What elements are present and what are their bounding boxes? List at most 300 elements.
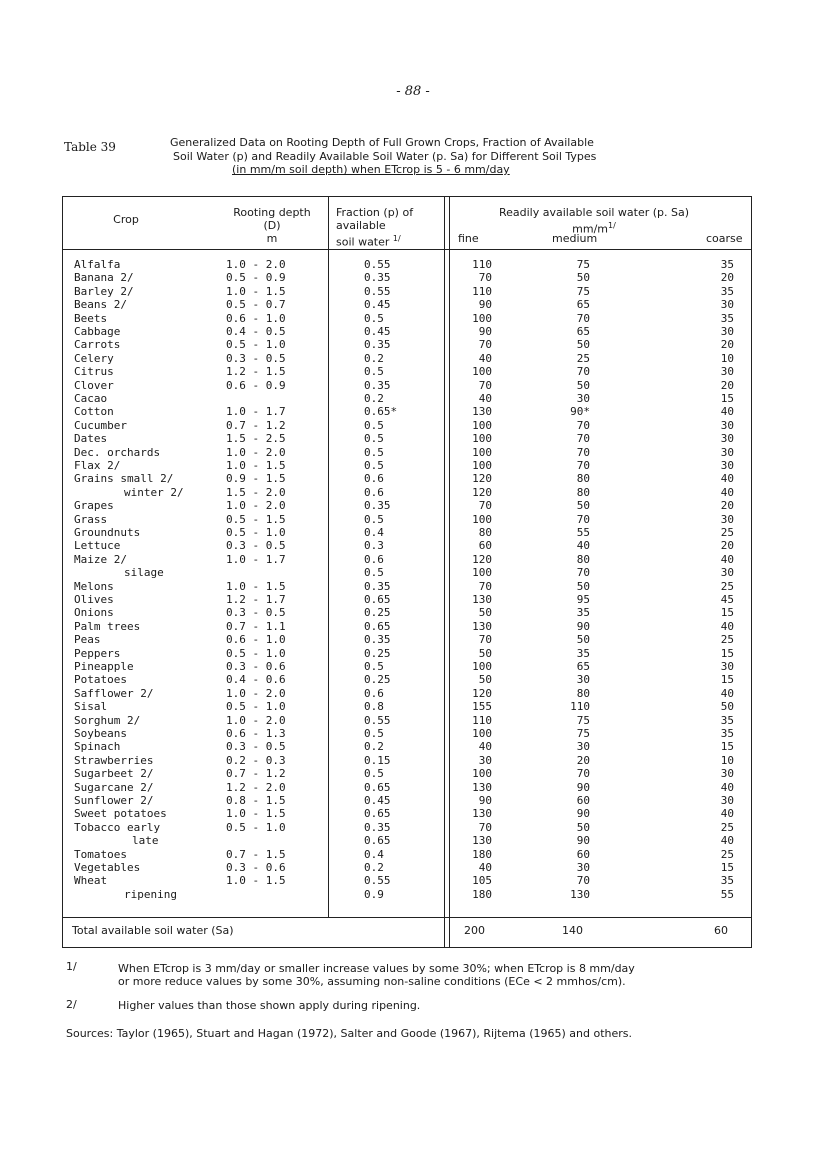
fine-cell: 70 [478, 633, 492, 647]
fraction-p-cell: 0.25 [364, 606, 391, 620]
sources-note: Sources: Taylor (1965), Stuart and Hagan (1972), Salter and Goode (1967), Rijtema (1965) and others. [66, 1027, 633, 1040]
table-row [0, 807, 826, 820]
rooting-depth-cell: 0.3 - 0.6 [226, 861, 286, 874]
fraction-p-cell: 0.45 [364, 325, 391, 338]
coarse-cell: 30 [720, 512, 734, 526]
header-coarse: coarse [706, 232, 743, 245]
fine-cell: 130 [472, 780, 492, 794]
header-fine: fine [458, 232, 479, 245]
coarse-cell: 40 [720, 807, 734, 821]
fine-cell: 100 [472, 365, 492, 379]
crop-cell: Barley 2/ [74, 284, 134, 298]
medium-cell: 95 [576, 593, 590, 606]
rooting-depth-cell: 1.5 - 2.0 [226, 485, 286, 499]
fine-cell: 100 [472, 311, 492, 325]
fraction-p-cell: 0.25 [364, 673, 391, 687]
fraction-p-cell: 0.2 [364, 351, 384, 365]
header-medium: medium [552, 232, 598, 245]
fine-cell: 130 [472, 807, 492, 821]
table-row [0, 647, 826, 660]
fraction-p-cell: 0.6 [364, 686, 384, 700]
medium-cell: 90* [570, 405, 590, 419]
fine-cell: 100 [472, 445, 492, 459]
medium-cell: 35 [576, 606, 590, 620]
medium-cell: 90 [576, 834, 590, 848]
caption-line-3: (in mm/m soil depth) when ETcrop is 5 - 6 mm/day [232, 163, 510, 176]
coarse-cell: 40 [720, 405, 734, 419]
table-row [0, 526, 826, 539]
table-row [0, 365, 826, 378]
fine-cell: 120 [472, 472, 492, 486]
table-row [0, 754, 826, 767]
caption-line-1: Generalized Data on Rooting Depth of Full Grown Crops, Fraction of Available [170, 136, 594, 149]
medium-cell: 50 [576, 633, 590, 647]
coarse-cell: 30 [720, 459, 734, 472]
rooting-depth-cell: 1.0 - 1.5 [226, 807, 286, 821]
table-caption [170, 136, 730, 177]
crop-cell: Celery [74, 351, 114, 365]
rooting-depth-cell: 0.4 - 0.6 [226, 673, 286, 687]
footnote-ref: 1/ [608, 221, 616, 230]
coarse-cell: 35 [720, 284, 734, 298]
footnote-1-mark: 1/ [66, 960, 77, 973]
table-row [0, 580, 826, 593]
coarse-cell: 35 [720, 311, 734, 325]
fraction-p-cell: 0.55 [364, 874, 391, 888]
fraction-p-cell: 0.45 [364, 298, 391, 312]
medium-cell: 70 [576, 418, 590, 432]
fine-cell: 30 [478, 753, 492, 767]
table-row [0, 539, 826, 552]
footnote-2-text: Higher values than those shown apply during ripening. [118, 999, 421, 1012]
coarse-cell: 25 [720, 820, 734, 834]
table-row [0, 888, 826, 901]
medium-cell: 50 [576, 820, 590, 834]
rooting-depth-cell: 0.5 - 1.0 [226, 700, 286, 714]
coarse-cell: 15 [720, 606, 734, 620]
fine-cell: 120 [472, 552, 492, 566]
coarse-cell: 20 [720, 378, 734, 392]
fraction-p-cell: 0.35 [364, 579, 391, 593]
table-row [0, 660, 826, 673]
crop-cell: Grass [74, 512, 108, 526]
fine-cell: 50 [478, 673, 492, 687]
table-row [0, 566, 826, 579]
crop-cell: Grapes [74, 499, 114, 513]
fine-cell: 70 [478, 338, 492, 352]
table-row [0, 446, 826, 459]
fine-cell: 70 [478, 579, 492, 593]
crop-cell: Dec. orchards [74, 445, 161, 459]
coarse-cell: 45 [720, 593, 734, 606]
coarse-cell: 30 [720, 365, 734, 379]
table-row [0, 338, 826, 351]
fraction-p-cell: 0.65 [364, 780, 391, 794]
coarse-cell: 15 [720, 861, 734, 874]
rooting-depth-cell: 1.0 - 2.0 [226, 499, 286, 513]
rooting-depth-cell: 0.2 - 0.3 [226, 753, 286, 767]
footnote-2-mark: 2/ [66, 998, 77, 1011]
rooting-depth-cell: 0.6 - 1.0 [226, 311, 286, 325]
medium-cell: 50 [576, 271, 590, 285]
table-row [0, 325, 826, 338]
table-row [0, 861, 826, 874]
fraction-p-cell: 0.8 [364, 700, 384, 714]
coarse-cell: 20 [720, 338, 734, 352]
fraction-p-cell: 0.65 [364, 807, 391, 821]
rooting-depth-cell: 0.5 - 1.5 [226, 512, 286, 526]
fine-cell: 70 [478, 820, 492, 834]
fraction-p-cell: 0.55 [364, 258, 391, 271]
medium-cell: 70 [576, 365, 590, 379]
page-number: - 88 - [396, 84, 430, 99]
rooting-depth-cell: 1.0 - 2.0 [226, 445, 286, 459]
rooting-depth-cell: 1.2 - 1.7 [226, 593, 286, 606]
fine-cell: 70 [478, 271, 492, 285]
rooting-depth-cell: 1.0 - 1.5 [226, 459, 286, 472]
table-row [0, 633, 826, 646]
medium-cell: 60 [576, 794, 590, 807]
table-row [0, 271, 826, 284]
coarse-cell: 35 [720, 258, 734, 271]
table-row [0, 486, 826, 499]
crop-cell: Groundnuts [74, 526, 141, 539]
fraction-p-cell: 0.65 [364, 619, 391, 633]
coarse-cell: 35 [720, 727, 734, 740]
table-row [0, 794, 826, 807]
medium-cell: 50 [576, 579, 590, 593]
table-row [0, 606, 826, 619]
rooting-depth-cell: 0.5 - 0.7 [226, 298, 286, 312]
coarse-cell: 15 [720, 740, 734, 754]
rooting-depth-cell: 1.0 - 2.0 [226, 258, 286, 271]
fraction-p-cell: 0.5 [364, 767, 384, 781]
total-medium: 140 [562, 924, 583, 937]
crop-cell: Lettuce [74, 539, 121, 553]
table-row [0, 405, 826, 418]
coarse-cell: 20 [720, 499, 734, 513]
rooting-depth-cell: 1.2 - 1.5 [226, 365, 286, 379]
rooting-depth-cell: 0.6 - 0.9 [226, 378, 286, 392]
rooting-depth-cell: 0.8 - 1.5 [226, 794, 286, 807]
fine-cell: 90 [478, 794, 492, 807]
fine-cell: 40 [478, 861, 492, 874]
coarse-cell: 40 [720, 834, 734, 848]
table-label: Table 39 [64, 140, 116, 154]
fraction-p-cell: 0.6 [364, 472, 384, 486]
fraction-p-cell: 0.5 [364, 365, 384, 379]
crop-cell: Strawberries [74, 753, 154, 767]
medium-cell: 80 [576, 472, 590, 486]
crop-cell: Potatoes [74, 673, 127, 687]
coarse-cell: 25 [720, 847, 734, 861]
coarse-cell: 50 [720, 700, 734, 714]
medium-cell: 110 [570, 700, 590, 714]
fine-cell: 120 [472, 686, 492, 700]
fine-cell: 180 [472, 887, 492, 901]
fraction-p-cell: 0.3 [364, 539, 384, 553]
table-row [0, 312, 826, 325]
fraction-p-cell: 0.4 [364, 526, 384, 539]
footnote-1-line-1: When ETcrop is 3 mm/day or smaller increase values by some 30%; when ETcrop is 8 mm/day [118, 962, 635, 975]
table-row [0, 848, 826, 861]
coarse-cell: 15 [720, 392, 734, 405]
fraction-p-cell: 0.6 [364, 485, 384, 499]
table-row [0, 432, 826, 445]
total-label: Total available soil water (Sa) [72, 924, 234, 937]
medium-cell: 80 [576, 552, 590, 566]
coarse-cell: 25 [720, 526, 734, 539]
crop-cell: Alfalfa [74, 258, 121, 271]
medium-cell: 75 [576, 258, 590, 271]
table-row [0, 620, 826, 633]
fine-cell: 180 [472, 847, 492, 861]
coarse-cell: 35 [720, 713, 734, 727]
fraction-p-cell: 0.35 [364, 338, 391, 352]
rooting-depth-cell: 1.2 - 2.0 [226, 780, 286, 794]
coarse-cell: 30 [720, 445, 734, 459]
table-row [0, 767, 826, 780]
medium-cell: 75 [576, 727, 590, 740]
rooting-depth-cell: 0.5 - 1.0 [226, 646, 286, 660]
crop-cell: Banana 2/ [74, 271, 134, 285]
table-row [0, 285, 826, 298]
coarse-cell: 30 [720, 566, 734, 580]
table-row [0, 419, 826, 432]
crop-cell: Onions [74, 606, 114, 620]
rooting-depth-cell: 0.6 - 1.3 [226, 727, 286, 740]
medium-cell: 90 [576, 807, 590, 821]
medium-cell: 80 [576, 485, 590, 499]
coarse-cell: 10 [720, 753, 734, 767]
fine-cell: 100 [472, 727, 492, 740]
rooting-depth-cell: 0.3 - 0.6 [226, 660, 286, 673]
fine-cell: 110 [472, 258, 492, 271]
coarse-cell: 15 [720, 646, 734, 660]
fine-cell: 155 [472, 700, 492, 714]
table-row [0, 687, 826, 700]
medium-cell: 75 [576, 713, 590, 727]
rooting-depth-cell: 0.7 - 1.2 [226, 418, 286, 432]
fraction-p-cell: 0.35 [364, 378, 391, 392]
medium-cell: 70 [576, 874, 590, 888]
medium-cell: 35 [576, 646, 590, 660]
fraction-p-cell: 0.35 [364, 633, 391, 647]
total-fine: 200 [464, 924, 485, 937]
rooting-depth-cell: 0.3 - 0.5 [226, 606, 286, 620]
medium-cell: 70 [576, 512, 590, 526]
medium-cell: 25 [576, 351, 590, 365]
coarse-cell: 10 [720, 351, 734, 365]
crop-cell: Beans 2/ [74, 298, 127, 312]
rooting-depth-cell: 0.7 - 1.2 [226, 767, 286, 781]
fine-cell: 100 [472, 512, 492, 526]
medium-cell: 65 [576, 325, 590, 338]
medium-cell: 30 [576, 392, 590, 405]
fine-cell: 130 [472, 593, 492, 606]
rooting-depth-cell: 1.0 - 2.0 [226, 686, 286, 700]
fine-cell: 100 [472, 418, 492, 432]
rooting-depth-cell: 0.9 - 1.5 [226, 472, 286, 486]
medium-cell: 130 [570, 887, 590, 901]
table-row [0, 593, 826, 606]
fraction-p-cell: 0.5 [364, 432, 384, 446]
fraction-p-cell: 0.6 [364, 552, 384, 566]
footnote-ref: 1/ [392, 234, 401, 243]
coarse-cell: 25 [720, 579, 734, 593]
fine-cell: 90 [478, 298, 492, 312]
coarse-cell: 40 [720, 472, 734, 486]
fraction-p-cell: 0.5 [364, 445, 384, 459]
medium-cell: 90 [576, 619, 590, 633]
medium-cell: 40 [576, 539, 590, 553]
coarse-cell: 40 [720, 619, 734, 633]
crop-cell: Sunflower 2/ [74, 794, 154, 807]
medium-cell: 50 [576, 338, 590, 352]
crop-cell: Grains small 2/ [74, 472, 174, 486]
fine-cell: 40 [478, 351, 492, 365]
crop-cell: Sorghum 2/ [74, 713, 141, 727]
crop-cell: Peppers [74, 646, 121, 660]
fraction-p-cell: 0.35 [364, 820, 391, 834]
coarse-cell: 40 [720, 686, 734, 700]
fine-cell: 100 [472, 660, 492, 673]
crop-cell: Sweet potatoes [74, 807, 167, 821]
coarse-cell: 30 [720, 418, 734, 432]
fine-cell: 120 [472, 485, 492, 499]
coarse-cell: 20 [720, 539, 734, 553]
medium-cell: 30 [576, 740, 590, 754]
fine-cell: 50 [478, 646, 492, 660]
crop-cell: Soybeans [74, 727, 127, 740]
table-row [0, 673, 826, 686]
rooting-depth-cell: 0.3 - 0.5 [226, 351, 286, 365]
coarse-cell: 25 [720, 633, 734, 647]
fine-cell: 60 [478, 539, 492, 553]
fine-cell: 110 [472, 284, 492, 298]
table-row [0, 352, 826, 365]
coarse-cell: 20 [720, 271, 734, 285]
table-row [0, 379, 826, 392]
crop-cell: Cabbage [74, 325, 121, 338]
rooting-depth-cell: 0.5 - 1.0 [226, 338, 286, 352]
coarse-cell: 40 [720, 780, 734, 794]
caption-line-2: Soil Water (p) and Readily Available Soil Water (p. Sa) for Different Soil Types [173, 149, 597, 163]
crop-cell: Citrus [74, 365, 114, 379]
fine-cell: 100 [472, 566, 492, 580]
fraction-p-cell: 0.5 [364, 660, 384, 673]
coarse-cell: 30 [720, 794, 734, 807]
medium-cell: 70 [576, 432, 590, 446]
rooting-depth-cell: 1.5 - 2.5 [226, 432, 286, 446]
fraction-p-cell: 0.5 [364, 418, 384, 432]
rooting-depth-cell: 0.7 - 1.1 [226, 619, 286, 633]
medium-cell: 75 [576, 284, 590, 298]
crop-cell: Sugarbeet 2/ [74, 767, 154, 781]
crop-cell: Peas [74, 633, 101, 647]
fraction-p-cell: 0.5 [364, 566, 384, 580]
table-row [0, 553, 826, 566]
coarse-cell: 30 [720, 660, 734, 673]
medium-cell: 70 [576, 566, 590, 580]
rooting-depth-cell: 0.3 - 0.5 [226, 740, 286, 754]
fine-cell: 100 [472, 767, 492, 781]
rooting-depth-cell: 1.0 - 1.5 [226, 579, 286, 593]
medium-cell: 65 [576, 298, 590, 312]
fraction-p-cell: 0.5 [364, 512, 384, 526]
coarse-cell: 35 [720, 874, 734, 888]
crop-cell: ripening [124, 887, 177, 901]
table-row [0, 513, 826, 526]
coarse-cell: 15 [720, 673, 734, 687]
fraction-p-cell: 0.65 [364, 834, 391, 848]
crop-cell: winter 2/ [124, 485, 184, 499]
crop-cell: Spinach [74, 740, 121, 754]
fine-cell: 90 [478, 325, 492, 338]
table-row [0, 392, 826, 405]
footnote-1-line-2: or more reduce values by some 30%, assuming non-saline conditions (ECe < 2 mmhos/cm). [118, 975, 626, 988]
fraction-p-cell: 0.2 [364, 392, 384, 405]
fine-cell: 70 [478, 499, 492, 513]
fraction-p-cell: 0.4 [364, 847, 384, 861]
fine-cell: 130 [472, 619, 492, 633]
rooting-depth-cell: 0.4 - 0.5 [226, 325, 286, 338]
fine-cell: 100 [472, 459, 492, 472]
header-readily-available: Readily available soil water (p. Sa) $mm/m^{1/}$ [498, 206, 690, 236]
table-row [0, 700, 826, 713]
medium-cell: 60 [576, 847, 590, 861]
crop-cell: late [132, 834, 159, 848]
rooting-depth-cell: 1.0 - 1.7 [226, 405, 286, 419]
table-row [0, 781, 826, 794]
coarse-cell: 30 [720, 432, 734, 446]
rooting-depth-cell: 1.0 - 1.5 [226, 874, 286, 888]
fine-cell: 110 [472, 713, 492, 727]
rooting-depth-cell: 1.0 - 2.0 [226, 713, 286, 727]
table-row [0, 740, 826, 753]
medium-cell: 70 [576, 311, 590, 325]
crop-cell: Cotton [74, 405, 114, 419]
fraction-p-cell: 0.2 [364, 740, 384, 754]
crop-cell: Wheat [74, 874, 108, 888]
fraction-p-cell: 0.45 [364, 794, 391, 807]
fraction-p-cell: 0.25 [364, 646, 391, 660]
coarse-cell: 30 [720, 325, 734, 338]
fine-cell: 80 [478, 526, 492, 539]
coarse-cell: 40 [720, 485, 734, 499]
total-coarse: 60 [714, 924, 728, 937]
table-row [0, 298, 826, 311]
fraction-p-cell: 0.65* [364, 405, 398, 419]
crop-cell: silage [124, 566, 164, 580]
coarse-cell: 40 [720, 552, 734, 566]
crop-cell: Tobacco early [74, 820, 161, 834]
table-row [0, 459, 826, 472]
crop-cell: Vegetables [74, 861, 141, 874]
crop-cell: Melons [74, 579, 114, 593]
fine-cell: 105 [472, 874, 492, 888]
table-row [0, 727, 826, 740]
table-row [0, 714, 826, 727]
table-row [0, 821, 826, 834]
coarse-cell: 30 [720, 767, 734, 781]
medium-cell: 50 [576, 499, 590, 513]
crop-cell: Sugarcane 2/ [74, 780, 154, 794]
medium-cell: 30 [576, 861, 590, 874]
fraction-p-cell: 0.35 [364, 499, 391, 513]
crop-cell: Tomatoes [74, 847, 127, 861]
medium-cell: 70 [576, 459, 590, 472]
